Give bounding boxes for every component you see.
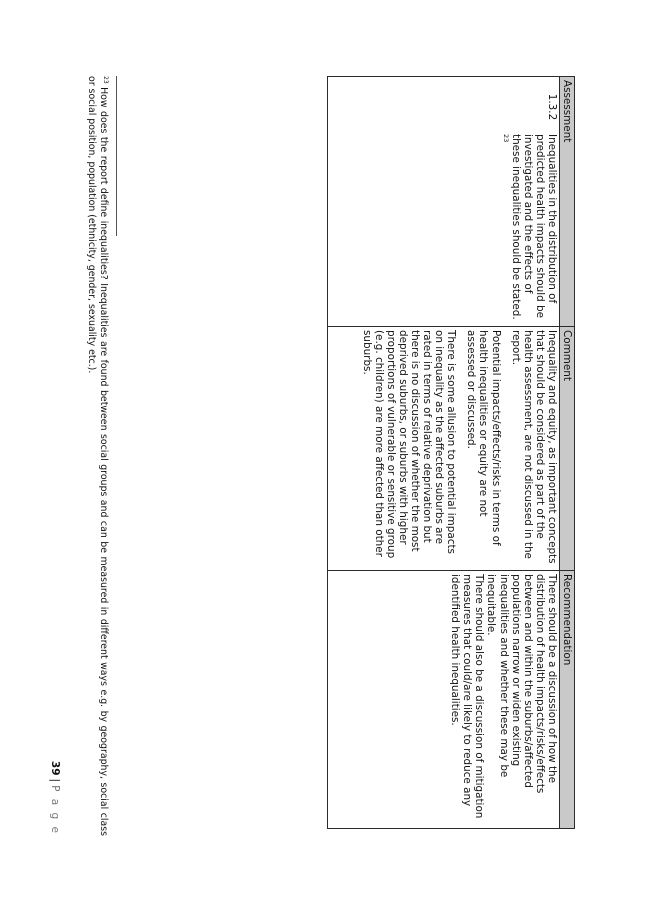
footnote-text: How does the report define inequalities? Inequalities are found between social groups and can be measured in different ways e.g. by geography, social class or social position, population (ethnicity, gender, sexuality etc.). — [86, 76, 109, 836]
footnote-reference[interactable]: 23 — [501, 134, 510, 143]
page-number-value: 39 — [49, 760, 61, 776]
header-assessment: Assessment — [559, 77, 574, 327]
footnote — [85, 76, 109, 836]
comment-cell — [328, 327, 560, 571]
assessment-criterion — [497, 134, 557, 323]
assessment-id: 1.3.2 — [545, 93, 558, 121]
footnote-separator — [116, 76, 117, 236]
recommendation-paragraph: There should be a discussion of how the distribution of health impacts/risks/effects between and within the suburbs/affected populations narrow or widen existing inequalities and whether these may be inequitable. — [485, 574, 558, 794]
criterion-text: Inequalities in the distribution of predicted health impacts should be investigated and the effects of these inequalities should be stated. — [509, 134, 558, 320]
header-recommendation: Recommendation — [559, 571, 574, 829]
assessment-cell — [328, 77, 560, 327]
table-header-row — [559, 77, 574, 829]
page-number — [49, 761, 61, 835]
page-number-separator: | — [49, 778, 61, 783]
header-comment: Comment — [559, 327, 574, 571]
page-label: P a g e — [49, 785, 61, 835]
comment-paragraph: Inequality and equity, as important concepts that should be considered as part of the health assessment, are not discussed in the report. — [509, 330, 558, 564]
footnote-marker: 23 — [102, 76, 109, 84]
comment-paragraph: There is some allusion to potential impacts on inequality as the affected suburbs are rated in terms of relative deprivation but there is no discussion of whether the most deprived suburbs, or suburbs with higher proportions of vulnerable or sensitive group (e.g. children) are more affected than other suburbs. — [360, 330, 458, 559]
assessment-table — [327, 76, 575, 829]
recommendation-paragraph: There should also be a discussion of mitigation measures that could/are likely to reduce any identified health inequalities. — [449, 574, 486, 819]
table-row — [328, 77, 560, 829]
comment-paragraph: Potential impacts/effects/risks in terms of health inequalities or equity are not assessed or discussed. — [465, 330, 502, 546]
recommendation-cell — [328, 571, 560, 829]
